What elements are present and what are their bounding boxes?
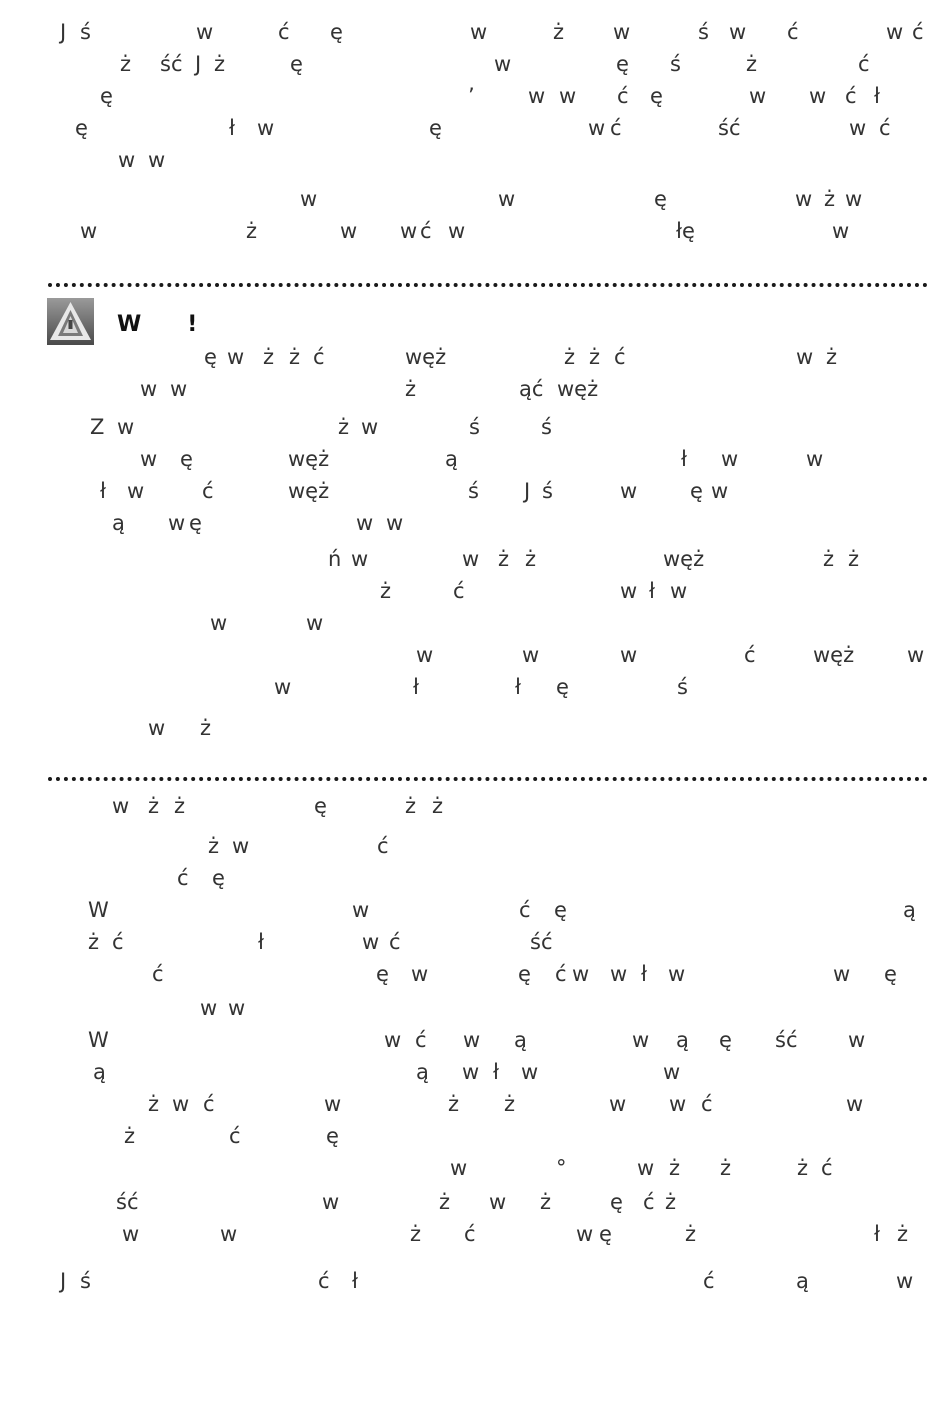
- glyph: w: [140, 447, 158, 471]
- glyph: w: [322, 1190, 340, 1214]
- glyph: ż: [826, 345, 838, 369]
- glyph: ę: [690, 479, 703, 503]
- glyph: ę: [330, 20, 343, 44]
- glyph: ż: [88, 930, 100, 954]
- glyph: ą: [796, 1269, 809, 1293]
- glyph: ł: [352, 1269, 358, 1293]
- glyph: ć: [377, 834, 389, 858]
- glyph: ć: [229, 1124, 241, 1148]
- glyph: W: [88, 1028, 109, 1052]
- glyph: ś: [468, 479, 479, 503]
- glyph: ć: [420, 219, 432, 243]
- glyph: ż: [797, 1156, 809, 1180]
- glyph: ż: [823, 547, 835, 571]
- glyph: ż: [120, 52, 132, 76]
- glyph: ż: [746, 52, 758, 76]
- glyph: w: [351, 547, 369, 571]
- text-line: [0, 993, 950, 1023]
- text-line: [0, 576, 950, 606]
- glyph: ą: [93, 1060, 106, 1084]
- glyph: w: [257, 116, 275, 140]
- glyph: w: [670, 579, 688, 603]
- glyph: ę: [314, 794, 327, 818]
- glyph: ć: [912, 20, 924, 44]
- glyph: ś: [80, 1269, 91, 1293]
- glyph: ś: [80, 20, 91, 44]
- glyph: ć: [453, 579, 465, 603]
- glyph: ą: [445, 447, 458, 471]
- glyph: ś: [541, 415, 552, 439]
- text-line: [0, 81, 950, 111]
- glyph: ż: [338, 415, 350, 439]
- glyph: ść: [116, 1190, 139, 1214]
- glyph: W: [88, 898, 109, 922]
- glyph: ł: [413, 675, 419, 699]
- glyph: węż: [288, 479, 330, 503]
- glyph: w: [232, 834, 250, 858]
- glyph: w: [170, 377, 188, 401]
- glyph: ć: [555, 962, 567, 986]
- warning-icon: [47, 298, 94, 345]
- glyph: ż: [200, 716, 212, 740]
- glyph: w: [620, 479, 638, 503]
- glyph: ż: [540, 1190, 552, 1214]
- glyph: ć: [464, 1222, 476, 1246]
- glyph: J: [60, 1269, 67, 1293]
- glyph: ć: [313, 345, 325, 369]
- glyph: w: [494, 52, 512, 76]
- text-line: [0, 1219, 950, 1249]
- glyph: ż: [504, 1092, 516, 1116]
- glyph: w: [220, 1222, 238, 1246]
- glyph: w: [196, 20, 214, 44]
- glyph: w: [845, 187, 863, 211]
- glyph: ę: [429, 116, 442, 140]
- glyph: w: [411, 962, 429, 986]
- glyph: w: [450, 1156, 468, 1180]
- glyph: ę: [556, 675, 569, 699]
- text-line: [0, 831, 950, 861]
- glyph: ść: [530, 930, 553, 954]
- glyph: ę: [212, 866, 225, 890]
- glyph: ć: [845, 84, 857, 108]
- glyph: ć: [152, 962, 164, 986]
- glyph: ć: [389, 930, 401, 954]
- glyph: w: [172, 1092, 190, 1116]
- glyph: w: [274, 675, 292, 699]
- glyph: J: [195, 52, 202, 76]
- glyph: w: [306, 611, 324, 635]
- glyph: w: [729, 20, 747, 44]
- text-line: [0, 216, 950, 246]
- glyph: ć: [519, 898, 531, 922]
- glyph: ć: [112, 930, 124, 954]
- glyph: ę: [189, 511, 202, 535]
- text-line: [0, 672, 950, 702]
- glyph: ż: [124, 1124, 136, 1148]
- glyph: J: [524, 479, 531, 503]
- glyph: ż: [848, 547, 860, 571]
- glyph: ść: [775, 1028, 798, 1052]
- glyph: Z: [90, 415, 105, 439]
- glyph: ć: [703, 1269, 715, 1293]
- glyph: ą: [416, 1060, 429, 1084]
- glyph: ś: [542, 479, 553, 503]
- glyph: ć: [858, 52, 870, 76]
- text-line: [0, 640, 950, 670]
- glyph: ć: [177, 866, 189, 890]
- glyph: ś: [670, 52, 681, 76]
- glyph: ł: [493, 1060, 499, 1084]
- glyph: ż: [405, 794, 417, 818]
- text-line: [0, 895, 950, 925]
- glyph: w: [127, 479, 145, 503]
- glyph: ą: [903, 898, 916, 922]
- glyph: ę: [290, 52, 303, 76]
- text-line: [0, 49, 950, 79]
- glyph: ć: [318, 1269, 330, 1293]
- glyph: w: [228, 996, 246, 1020]
- glyph: ż: [148, 794, 160, 818]
- glyph: w: [118, 148, 136, 172]
- glyph: ń: [328, 547, 342, 571]
- glyph: w: [896, 1269, 914, 1293]
- glyph: w: [227, 345, 245, 369]
- glyph: ’: [468, 84, 475, 108]
- glyph: w: [200, 996, 218, 1020]
- glyph: ą: [514, 1028, 527, 1052]
- text-line: [0, 508, 950, 538]
- glyph: ć: [415, 1028, 427, 1052]
- dotted-divider: [48, 777, 928, 781]
- glyph: w: [462, 547, 480, 571]
- glyph: ę: [376, 962, 389, 986]
- glyph: w: [148, 148, 166, 172]
- glyph: ę: [100, 84, 113, 108]
- glyph: ł: [649, 579, 655, 603]
- glyph: w: [637, 1156, 655, 1180]
- text-line: [0, 444, 950, 474]
- glyph: w: [668, 962, 686, 986]
- glyph: ż: [498, 547, 510, 571]
- glyph: w: [362, 930, 380, 954]
- glyph: w: [356, 511, 374, 535]
- glyph: w: [400, 219, 418, 243]
- glyph: ż: [432, 794, 444, 818]
- text-line: [0, 959, 950, 989]
- glyph: w: [846, 1092, 864, 1116]
- glyph: ć: [203, 1092, 215, 1116]
- glyph: w: [112, 794, 130, 818]
- glyph: ę: [719, 1028, 732, 1052]
- glyph: w: [849, 116, 867, 140]
- glyph: w: [448, 219, 466, 243]
- glyph: ż: [263, 345, 275, 369]
- text-line: [0, 1121, 950, 1151]
- glyph: w: [632, 1028, 650, 1052]
- glyph: ż: [564, 345, 576, 369]
- glyph: w: [721, 447, 739, 471]
- glyph: w: [907, 643, 925, 667]
- glyph: w: [832, 219, 850, 243]
- glyph: ż: [289, 345, 301, 369]
- glyph: ć: [617, 84, 629, 108]
- glyph: w: [522, 643, 540, 667]
- glyph: ż: [405, 377, 417, 401]
- glyph: w: [416, 643, 434, 667]
- glyph: ę: [204, 345, 217, 369]
- warning-title: W !: [117, 312, 198, 337]
- glyph: ć: [614, 345, 626, 369]
- glyph: w: [470, 20, 488, 44]
- glyph: ę: [75, 116, 88, 140]
- glyph: ę: [654, 187, 667, 211]
- glyph: w: [122, 1222, 140, 1246]
- text-line: [0, 113, 950, 143]
- glyph: w: [361, 415, 379, 439]
- glyph: ć: [701, 1092, 713, 1116]
- glyph: ż: [824, 187, 836, 211]
- glyph: węż: [663, 547, 705, 571]
- glyph: ą: [676, 1028, 689, 1052]
- text-line: [0, 412, 950, 442]
- text-line: [0, 544, 950, 574]
- glyph: ł: [258, 930, 264, 954]
- text-line: [0, 1153, 950, 1183]
- dotted-divider: [48, 283, 928, 287]
- glyph: w: [300, 187, 318, 211]
- glyph: ąć: [519, 377, 544, 401]
- glyph: w: [210, 611, 228, 635]
- glyph: w: [559, 84, 577, 108]
- glyph: ż: [439, 1190, 451, 1214]
- glyph: ż: [208, 834, 220, 858]
- glyph: ę: [326, 1124, 339, 1148]
- glyph: w: [384, 1028, 402, 1052]
- glyph: w: [498, 187, 516, 211]
- glyph: ł: [515, 675, 521, 699]
- glyph: ż: [720, 1156, 732, 1180]
- glyph: w: [613, 20, 631, 44]
- glyph: w: [796, 345, 814, 369]
- glyph: ę: [650, 84, 663, 108]
- glyph: w: [576, 1222, 594, 1246]
- glyph: ć: [643, 1190, 655, 1214]
- glyph: ę: [554, 898, 567, 922]
- glyph: węż: [813, 643, 855, 667]
- glyph: ż: [553, 20, 565, 44]
- glyph: J: [60, 20, 67, 44]
- glyph: w: [663, 1060, 681, 1084]
- glyph: ś: [677, 675, 688, 699]
- glyph: ę: [610, 1190, 623, 1214]
- text-line: [0, 713, 950, 743]
- glyph: w: [588, 116, 606, 140]
- glyph: ł: [100, 479, 106, 503]
- glyph: ę: [599, 1222, 612, 1246]
- glyph: w: [528, 84, 546, 108]
- text-line: [0, 791, 950, 821]
- text-line: [0, 1025, 950, 1055]
- glyph: ę: [180, 447, 193, 471]
- glyph: ć: [879, 116, 891, 140]
- glyph: w: [749, 84, 767, 108]
- glyph: w: [168, 511, 186, 535]
- glyph: ść: [718, 116, 741, 140]
- glyph: węż: [557, 377, 599, 401]
- glyph: ż: [665, 1190, 677, 1214]
- text-line: [0, 1187, 950, 1217]
- glyph: °: [556, 1156, 567, 1180]
- glyph: w: [833, 962, 851, 986]
- glyph: w: [711, 479, 729, 503]
- glyph: w: [340, 219, 358, 243]
- glyph: ś: [698, 20, 709, 44]
- glyph: w: [462, 1060, 480, 1084]
- glyph: ć: [821, 1156, 833, 1180]
- glyph: ść: [160, 52, 183, 76]
- glyph: ż: [669, 1156, 681, 1180]
- glyph: ż: [685, 1222, 697, 1246]
- glyph: w: [80, 219, 98, 243]
- text-line: [0, 374, 950, 404]
- glyph: ż: [448, 1092, 460, 1116]
- glyph: ż: [148, 1092, 160, 1116]
- text-line: [0, 1266, 950, 1296]
- glyph: łę: [676, 219, 695, 243]
- text-line: [0, 863, 950, 893]
- text-line: [0, 1089, 950, 1119]
- text-line: [0, 608, 950, 638]
- glyph: ł: [681, 447, 687, 471]
- glyph: w: [148, 716, 166, 740]
- glyph: ć: [278, 20, 290, 44]
- glyph: węż: [405, 345, 447, 369]
- text-line: [0, 927, 950, 957]
- glyph: ę: [518, 962, 531, 986]
- text-line: [0, 342, 950, 372]
- glyph: ł: [229, 116, 235, 140]
- text-line: [0, 184, 950, 214]
- glyph: ć: [744, 643, 756, 667]
- glyph: w: [489, 1190, 507, 1214]
- text-line: [0, 17, 950, 47]
- glyph: w: [140, 377, 158, 401]
- glyph: ł: [874, 84, 880, 108]
- glyph: ć: [610, 116, 622, 140]
- text-line: [0, 145, 950, 175]
- text-line: [0, 476, 950, 506]
- glyph: w: [848, 1028, 866, 1052]
- glyph: ż: [589, 345, 601, 369]
- glyph: w: [620, 643, 638, 667]
- glyph: ł: [641, 962, 647, 986]
- glyph: w: [610, 962, 628, 986]
- glyph: ą: [112, 511, 125, 535]
- glyph: w: [386, 511, 404, 535]
- glyph: ę: [616, 52, 629, 76]
- glyph: ż: [214, 52, 226, 76]
- glyph: w: [117, 415, 135, 439]
- glyph: w: [809, 84, 827, 108]
- glyph: w: [572, 962, 590, 986]
- glyph: ż: [410, 1222, 422, 1246]
- text-line: [0, 1057, 950, 1087]
- glyph: w: [463, 1028, 481, 1052]
- glyph: w: [806, 447, 824, 471]
- glyph: w: [352, 898, 370, 922]
- glyph: w: [669, 1092, 687, 1116]
- glyph: w: [324, 1092, 342, 1116]
- glyph: ż: [897, 1222, 909, 1246]
- glyph: ę: [884, 962, 897, 986]
- glyph: ż: [380, 579, 392, 603]
- glyph: ł: [874, 1222, 880, 1246]
- glyph: w: [795, 187, 813, 211]
- glyph: ż: [525, 547, 537, 571]
- glyph: w: [886, 20, 904, 44]
- glyph: w: [620, 579, 638, 603]
- glyph: w: [521, 1060, 539, 1084]
- glyph: ż: [174, 794, 186, 818]
- glyph: ć: [787, 20, 799, 44]
- glyph: ż: [246, 219, 258, 243]
- glyph: ć: [202, 479, 214, 503]
- glyph: węż: [288, 447, 330, 471]
- glyph: w: [609, 1092, 627, 1116]
- glyph: ś: [469, 415, 480, 439]
